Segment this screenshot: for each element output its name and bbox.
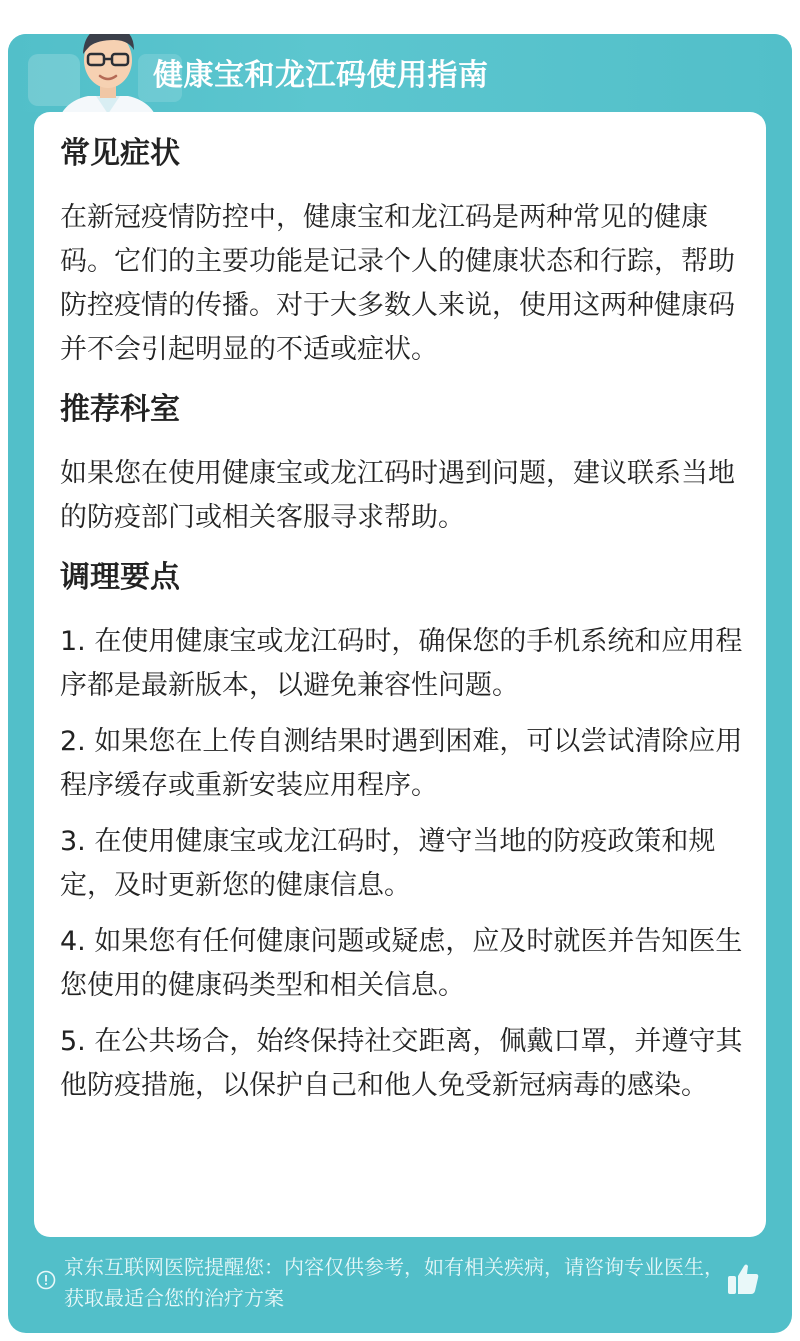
list-item: 5. 在公共场合，始终保持社交距离，佩戴口罩，并遵守其他防疫措施，以保护自己和他人免受新冠病毒的感染。 bbox=[60, 1026, 743, 1101]
article-content bbox=[60, 132, 744, 1108]
symptoms-body: 在新冠疫情防控中，健康宝和龙江码是两种常见的健康码。它们的主要功能是记录个人的健康状态和行踪，帮助防控疫情的传播。对于大多数人来说，使用这两种健康码并不会引起明显的不适或症状。 bbox=[60, 202, 735, 365]
list-item: 1. 在使用健康宝或龙江码时，确保您的手机系统和应用程序都是最新版本，以避免兼容性问题。 bbox=[60, 626, 743, 701]
info-icon bbox=[36, 1270, 56, 1290]
content-panel bbox=[34, 112, 766, 1237]
disclaimer-text: 京东互联网医院提醒您：内容仅供参考，如有相关疾病，请咨询专业医生，获取最适合您的治疗方案 bbox=[64, 1255, 724, 1310]
guide-card bbox=[8, 34, 792, 1333]
department-body: 如果您在使用健康宝或龙江码时遇到问题，建议联系当地的防疫部门或相关客服寻求帮助。 bbox=[60, 458, 735, 533]
care-section bbox=[60, 556, 744, 1108]
list-item: 2. 如果您在上传自测结果时遇到困难，可以尝试清除应用程序缓存或重新安装应用程序。 bbox=[60, 726, 743, 801]
list-item: 3. 在使用健康宝或龙江码时，遵守当地的防疫政策和规定，及时更新您的健康信息。 bbox=[60, 826, 716, 901]
section-title-care: 调理要点 bbox=[60, 560, 180, 595]
symptoms-section bbox=[60, 132, 744, 372]
department-section bbox=[60, 388, 744, 540]
section-title-department: 推荐科室 bbox=[60, 392, 180, 427]
page-title: 健康宝和龙江码使用指南 bbox=[153, 58, 489, 93]
thumbs-up-icon[interactable] bbox=[724, 1260, 762, 1298]
list-item: 4. 如果您有任何健康问题或疑虑，应及时就医并告知医生您使用的健康码类型和相关信息。 bbox=[60, 926, 743, 1001]
section-title-symptoms: 常见症状 bbox=[60, 136, 180, 171]
